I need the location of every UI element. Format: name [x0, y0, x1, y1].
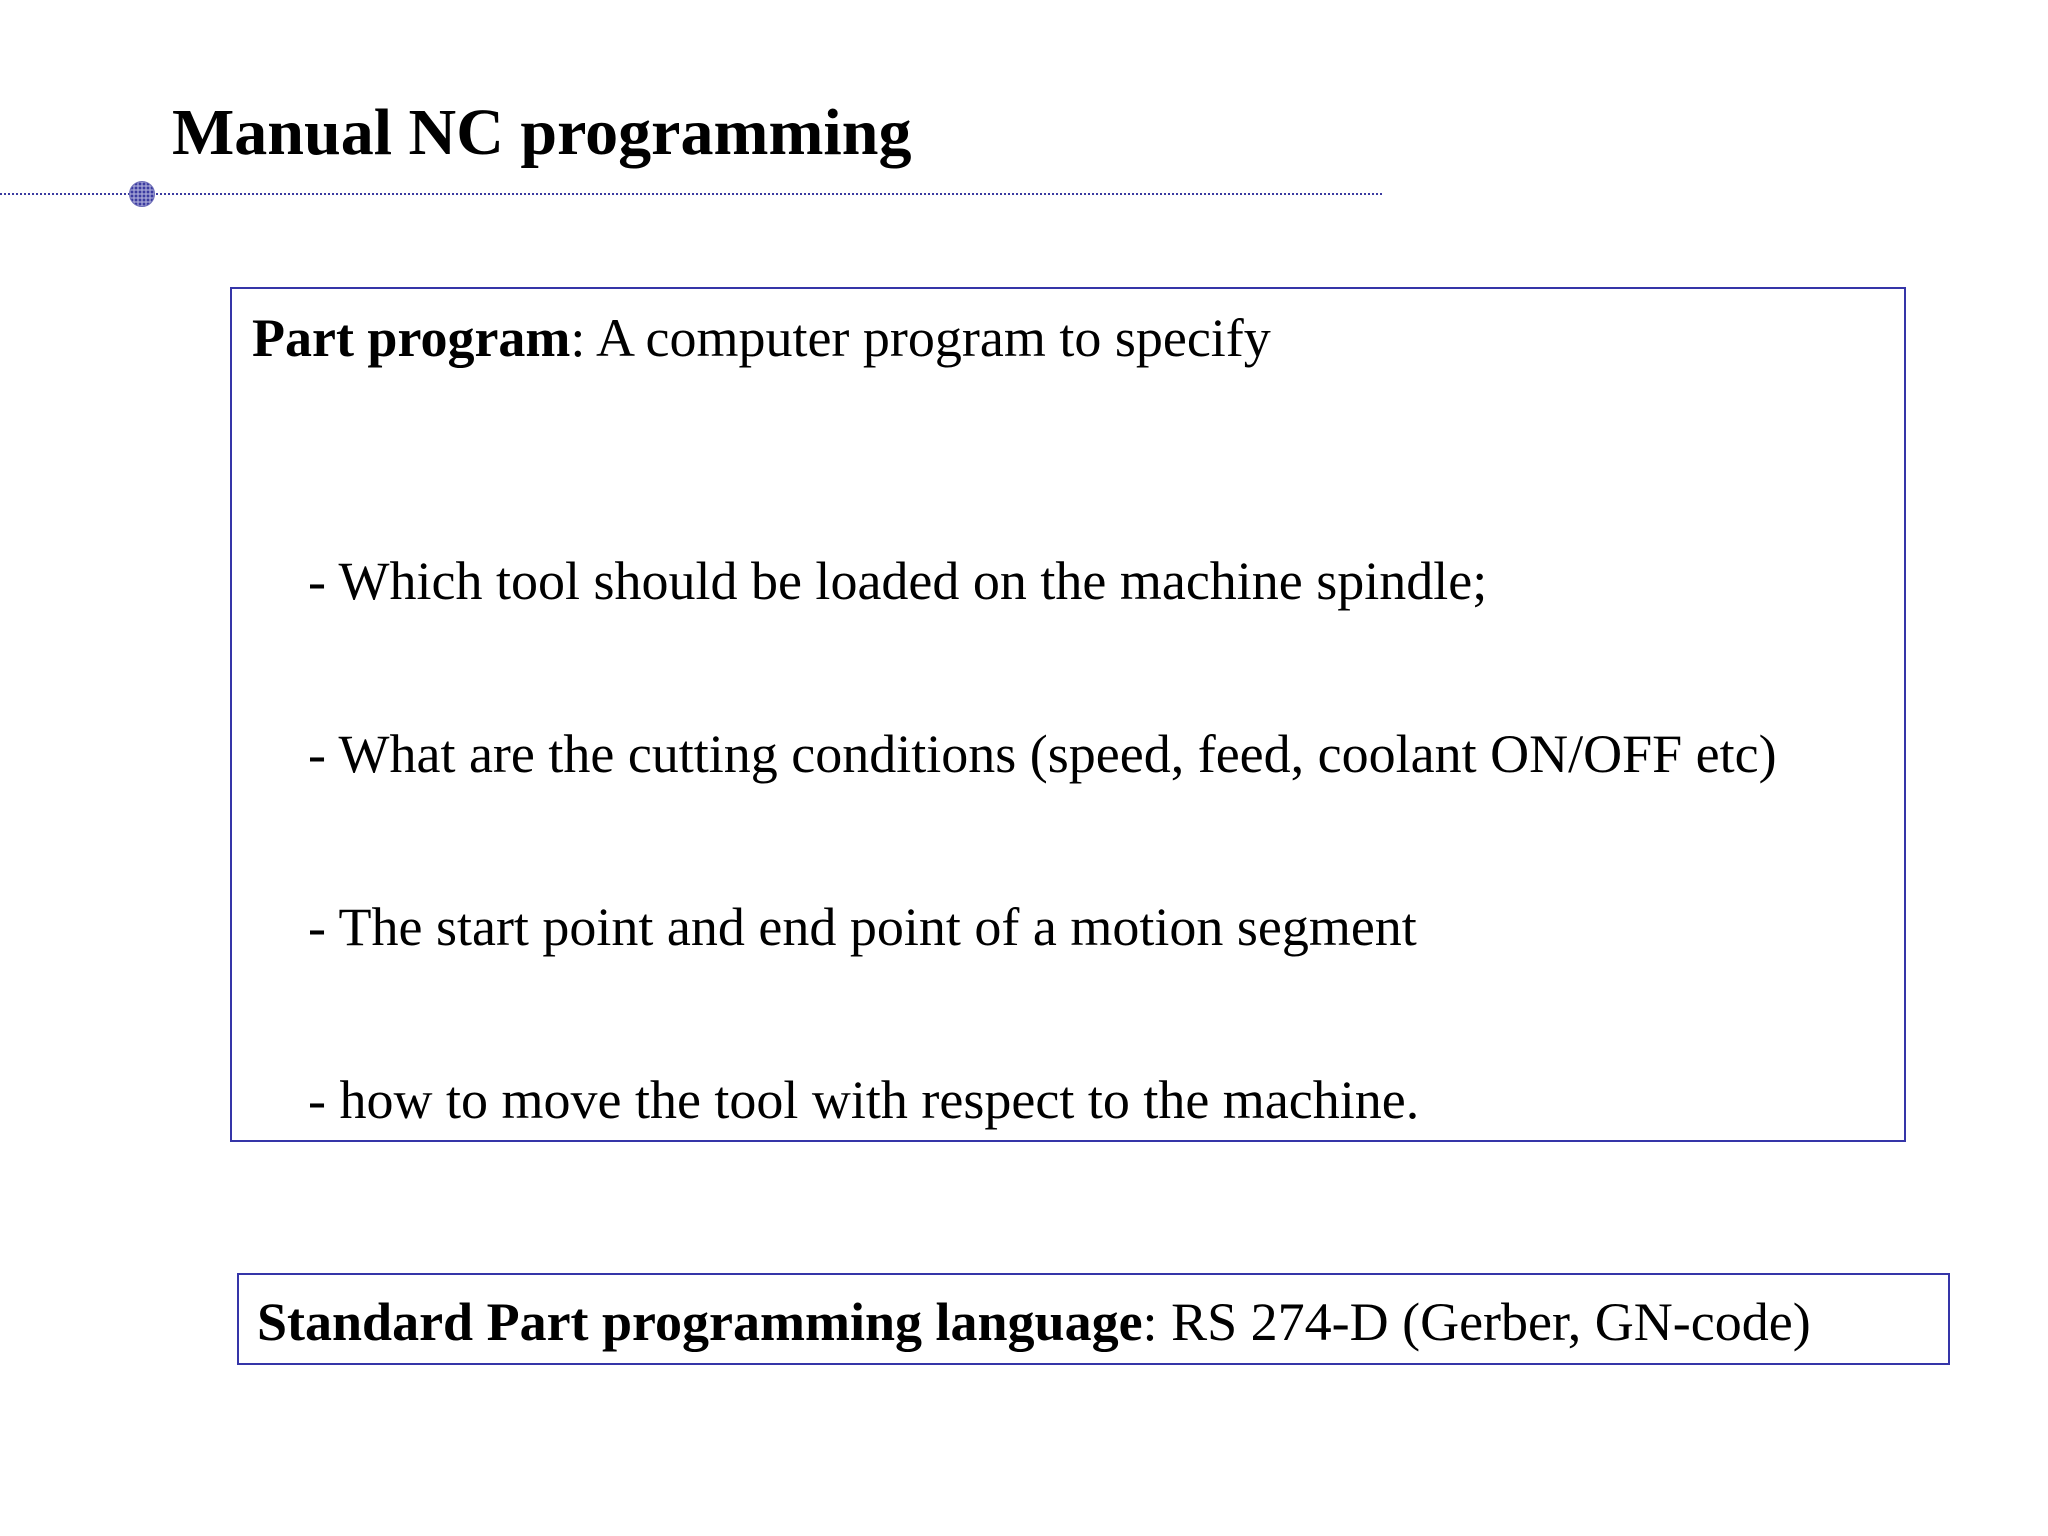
standard-line [257, 1290, 1811, 1354]
definition-box [230, 287, 1906, 1142]
definition-separator: : [570, 308, 586, 368]
bullet-item-tool: - Which tool should be loaded on the machine spindle; [308, 551, 1488, 611]
bullet-item-motion-segment: - The start point and end point of a motion segment [308, 897, 1417, 957]
definition-line [252, 306, 1271, 370]
bullet-item-cutting-conditions: - What are the cutting conditions (speed, feed, coolant ON/OFF etc) [308, 724, 1777, 784]
bullet-item-tool-motion: - how to move the tool with respect to the machine. [308, 1070, 1420, 1130]
definition-term: Part program [252, 308, 571, 368]
title-divider [0, 193, 1382, 195]
standard-text: RS 274-D (Gerber, GN-code) [1157, 1292, 1811, 1352]
definition-text: A computer program to specify [585, 308, 1271, 368]
standard-separator: : [1142, 1292, 1158, 1352]
standard-term: Standard Part programming language [257, 1292, 1143, 1352]
divider-bullet-icon [129, 181, 155, 207]
slide-title: Manual NC programming [172, 96, 912, 169]
